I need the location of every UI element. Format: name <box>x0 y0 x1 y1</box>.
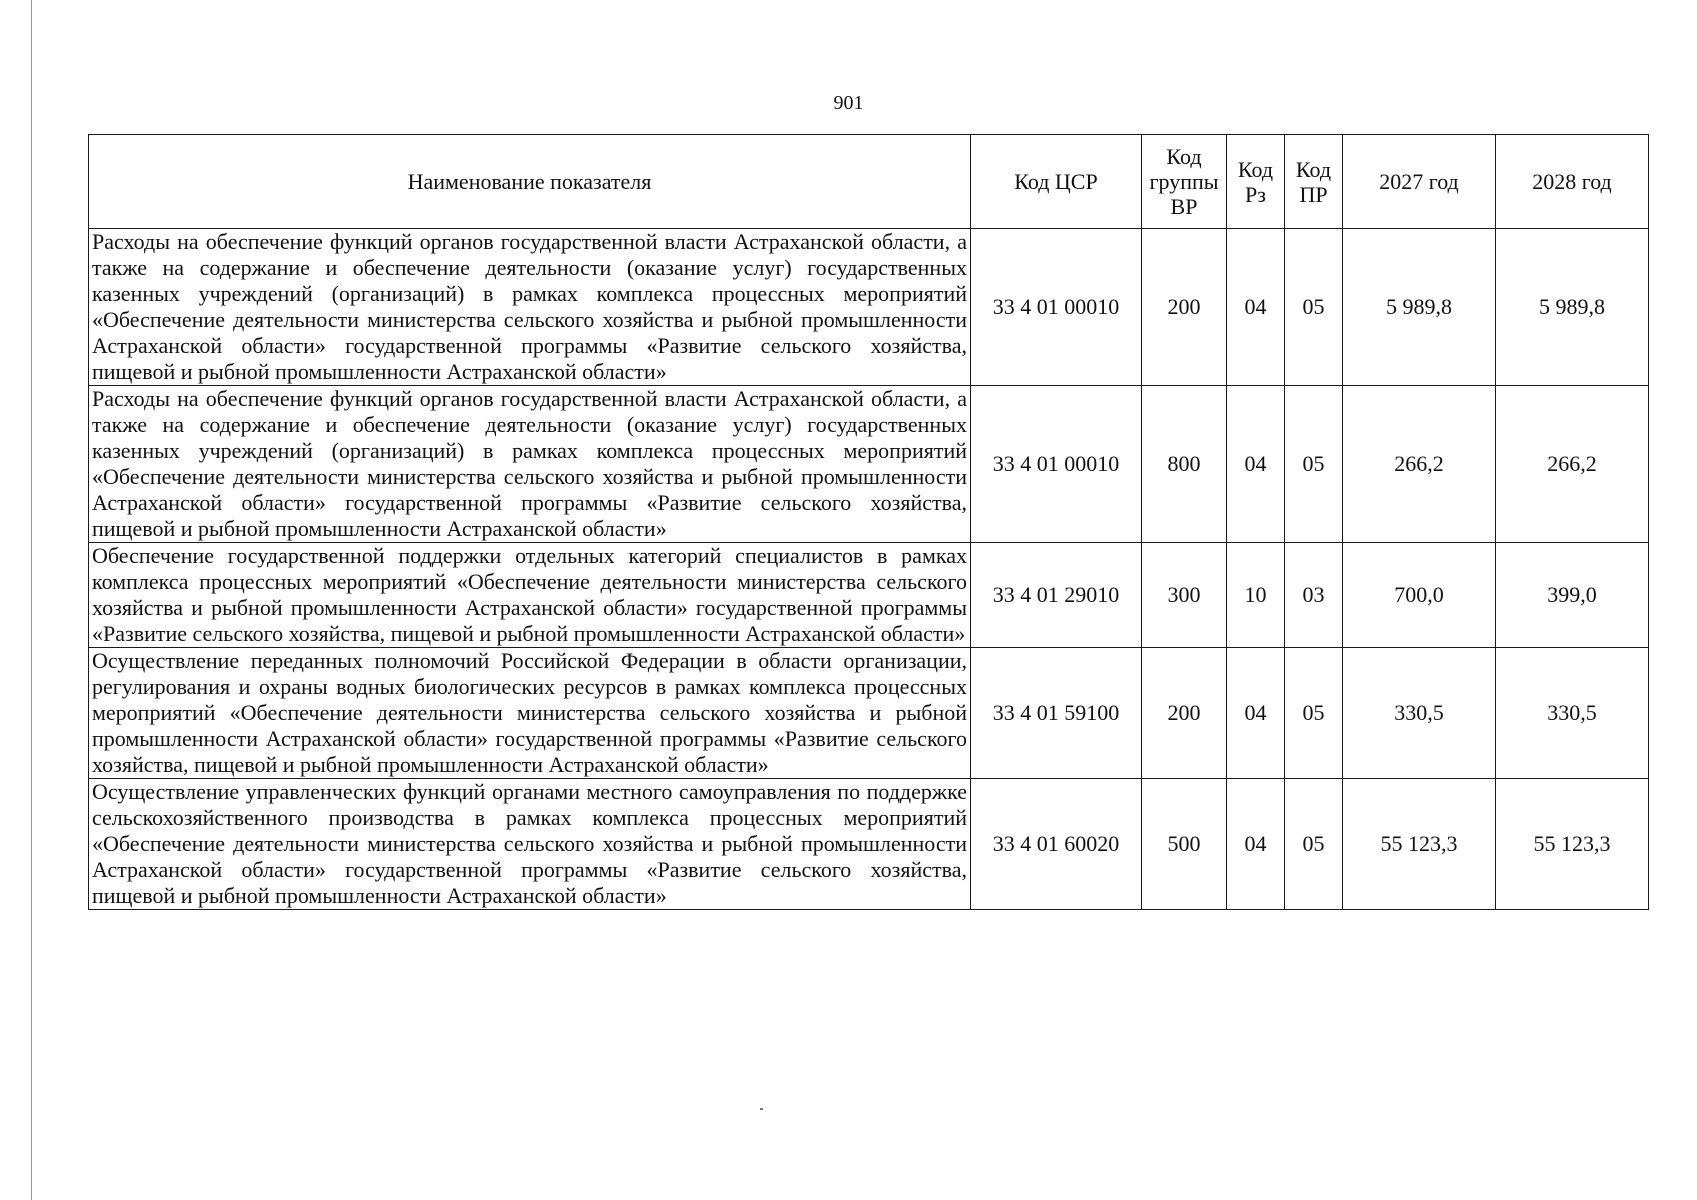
table-row <box>89 648 1649 779</box>
row-vr-code: 200 <box>1142 229 1227 386</box>
row-csr-code: 33 4 01 00010 <box>971 229 1142 386</box>
row-value-2027: 330,5 <box>1343 648 1496 779</box>
row-vr-code: 500 <box>1142 779 1227 910</box>
row-pr-code: 05 <box>1285 648 1343 779</box>
header-vr-code: Код группы ВР <box>1142 135 1227 229</box>
row-rz-code: 04 <box>1227 779 1285 910</box>
row-csr-code: 33 4 01 00010 <box>971 386 1142 543</box>
table-row <box>89 386 1649 543</box>
header-year-2027: 2027 год <box>1343 135 1496 229</box>
row-rz-code: 10 <box>1227 543 1285 648</box>
row-vr-code: 300 <box>1142 543 1227 648</box>
header-csr-code: Код ЦСР <box>971 135 1142 229</box>
row-value-2027: 55 123,3 <box>1343 779 1496 910</box>
row-name: Осуществление управленческих функций органами местного самоуправления по поддержке сельскохозяйственного производства в рамках комплекса процессных мероприятий «Обеспечение деятельности министерства сельского хозяйства и рыбной промышленности Астраханской области» государственной программы «Развитие сельского хозяйства, пищевой и рыбной промышленности Астраханской области» <box>89 779 971 910</box>
row-value-2028: 399,0 <box>1496 543 1649 648</box>
header-name: Наименование показателя <box>89 135 971 229</box>
row-csr-code: 33 4 01 59100 <box>971 648 1142 779</box>
row-csr-code: 33 4 01 29010 <box>971 543 1142 648</box>
row-value-2028: 330,5 <box>1496 648 1649 779</box>
row-name: Обеспечение государственной поддержки отдельных категорий специалистов в рамках комплекса процессных мероприятий «Обеспечение деятельности министерства сельского хозяйства и рыбной промышленности Астраханской области» государственной программы «Развитие сельского хозяйства, пищевой и рыбной промышленности Астраханской области» <box>89 543 971 648</box>
row-value-2027: 5 989,8 <box>1343 229 1496 386</box>
table-header-row <box>89 135 1649 229</box>
row-pr-code: 05 <box>1285 386 1343 543</box>
row-name: Расходы на обеспечение функций органов государственной власти Астраханской области, а также на содержание и обеспечение деятельности (оказание услуг) государственных казенных учреждений (организаций) в рамках комплекса процессных мероприятий «Обеспечение деятельности министерства сельского хозяйства и рыбной промышленности Астраханской области» государственной программы «Развитие сельского хозяйства, пищевой и рыбной промышленности Астраханской области» <box>89 386 971 543</box>
table-row <box>89 543 1649 648</box>
row-name: Расходы на обеспечение функций органов государственной власти Астраханской области, а также на содержание и обеспечение деятельности (оказание услуг) государственных казенных учреждений (организаций) в рамках комплекса процессных мероприятий «Обеспечение деятельности министерства сельского хозяйства и рыбной промышленности Астраханской области» государственной программы «Развитие сельского хозяйства, пищевой и рыбной промышленности Астраханской области» <box>89 229 971 386</box>
page-number: 901 <box>833 92 864 114</box>
row-value-2028: 5 989,8 <box>1496 229 1649 386</box>
row-value-2027: 700,0 <box>1343 543 1496 648</box>
header-year-2028: 2028 год <box>1496 135 1649 229</box>
row-vr-code: 800 <box>1142 386 1227 543</box>
scan-edge-line <box>31 0 32 1200</box>
table-row <box>89 229 1649 386</box>
row-name: Осуществление переданных полномочий Российской Федерации в области организации, регулирования и охраны водных биологических ресурсов в рамках комплекса процессных мероприятий «Обеспечение деятельности министерства сельского хозяйства и рыбной промышленности Астраханской области» государственной программы «Развитие сельского хозяйства, пищевой и рыбной промышленности Астраханской области» <box>89 648 971 779</box>
scan-dot-mark <box>760 1108 763 1110</box>
row-rz-code: 04 <box>1227 386 1285 543</box>
row-rz-code: 04 <box>1227 648 1285 779</box>
row-vr-code: 200 <box>1142 648 1227 779</box>
header-rz-code: Код Рз <box>1227 135 1285 229</box>
row-value-2028: 55 123,3 <box>1496 779 1649 910</box>
row-value-2028: 266,2 <box>1496 386 1649 543</box>
row-pr-code: 03 <box>1285 543 1343 648</box>
row-rz-code: 04 <box>1227 229 1285 386</box>
row-pr-code: 05 <box>1285 779 1343 910</box>
budget-table <box>88 134 1649 910</box>
table-row <box>89 779 1649 910</box>
header-pr-code: Код ПР <box>1285 135 1343 229</box>
row-csr-code: 33 4 01 60020 <box>971 779 1142 910</box>
row-pr-code: 05 <box>1285 229 1343 386</box>
row-value-2027: 266,2 <box>1343 386 1496 543</box>
